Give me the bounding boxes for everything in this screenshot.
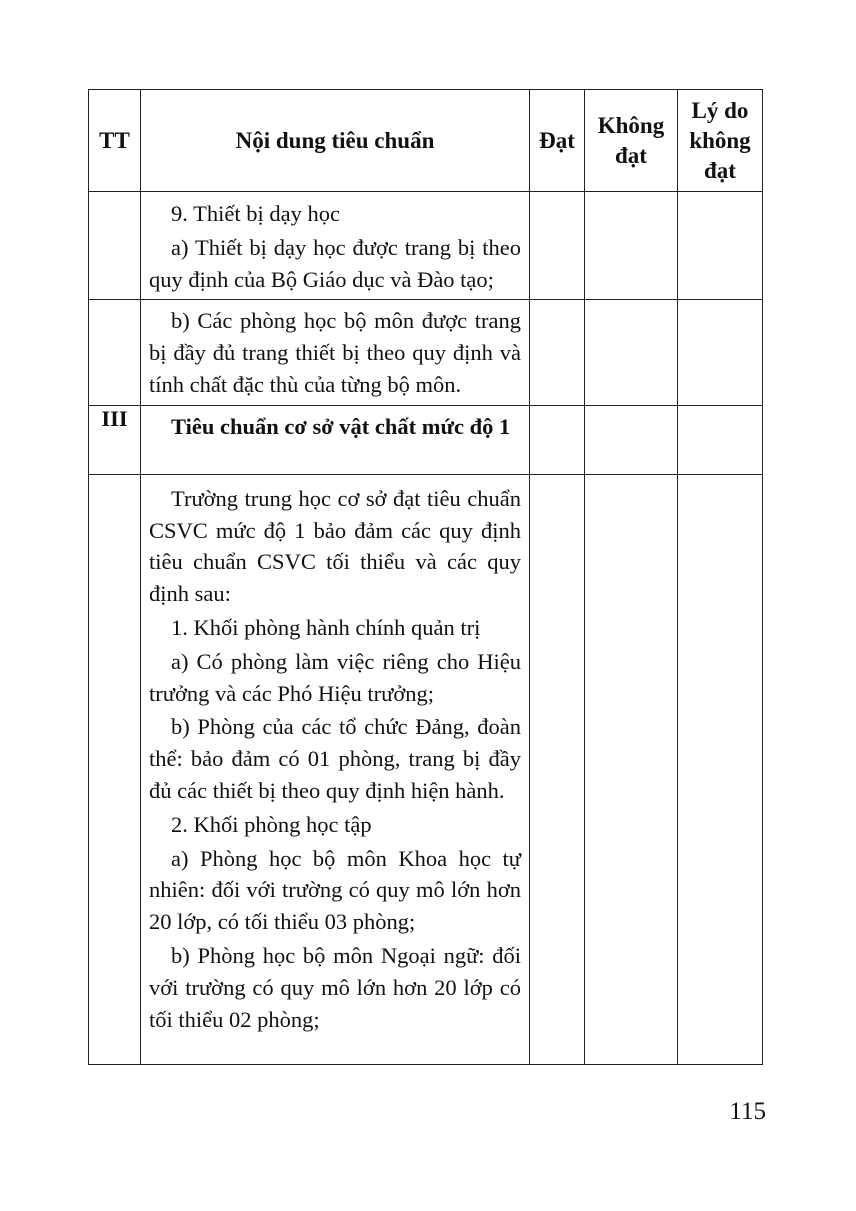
header-tt: TT <box>89 90 141 192</box>
pass-cell <box>530 405 585 474</box>
row-tt <box>89 474 141 1064</box>
paragraph: 1. Khối phòng hành chính quản trị <box>171 614 481 640</box>
row-tt <box>89 300 141 405</box>
header-reason-line1: Lý do <box>691 97 749 123</box>
fail-cell <box>585 192 678 300</box>
paragraph: b) Phòng học bộ môn Ngoại ngữ: đối với trường có quy mô lớn hơn 20 lớp có tối thiểu 02 phòng; <box>149 942 521 1032</box>
header-reason <box>678 90 763 192</box>
reason-cell <box>678 300 763 405</box>
pass-cell <box>530 192 585 300</box>
section-title: Tiêu chuẩn cơ sở vật chất mức độ 1 <box>171 413 511 439</box>
header-reason-line2: không <box>689 127 751 153</box>
paragraph: b) Phòng của các tổ chức Đảng, đoàn thể: bảo đảm có 01 phòng, trang bị đầy đủ các thiết bị theo quy định hiện hành. <box>149 714 521 803</box>
standards-table <box>88 89 763 1065</box>
row-tt <box>89 192 141 300</box>
row-content <box>141 300 530 405</box>
header-row <box>89 90 763 192</box>
header-reason-line3: đạt <box>704 157 736 183</box>
reason-cell <box>678 474 763 1064</box>
section-number: III <box>89 405 141 474</box>
section-title-cell <box>141 405 530 474</box>
paragraph: 2. Khối phòng học tập <box>171 811 372 837</box>
table-row <box>89 192 763 300</box>
header-content: Nội dung tiêu chuẩn <box>141 90 530 192</box>
reason-cell <box>678 405 763 474</box>
paragraph: a) Có phòng làm việc riêng cho Hiệu trưởng và các Phó Hiệu trưởng; <box>149 648 521 706</box>
section-row <box>89 405 763 474</box>
pass-cell <box>530 300 585 405</box>
header-fail <box>585 90 678 192</box>
row-content <box>141 192 530 300</box>
fail-cell <box>585 300 678 405</box>
fail-cell <box>585 405 678 474</box>
paragraph: Trường trung học cơ sở đạt tiêu chuẩn CSVC mức độ 1 bảo đảm các quy định tiêu chuẩn CSVC tối thiểu và các quy định sau: <box>149 485 521 607</box>
paragraph: a) Thiết bị dạy học được trang bị theo quy định của Bộ Giáo dục và Đào tạo; <box>149 234 521 292</box>
pass-cell <box>530 474 585 1064</box>
header-pass: Đạt <box>530 90 585 192</box>
fail-cell <box>585 474 678 1064</box>
header-fail-line2: đạt <box>615 142 647 168</box>
table-row <box>89 300 763 405</box>
reason-cell <box>678 192 763 300</box>
page-number: 115 <box>729 1098 766 1125</box>
row-content <box>141 474 530 1064</box>
header-fail-line1: Không <box>597 112 665 138</box>
paragraph: 9. Thiết bị dạy học <box>171 201 340 226</box>
paragraph: b) Các phòng học bộ môn được trang bị đầy đủ trang thiết bị theo quy định và tính chất đặc thù của từng bộ môn. <box>149 308 521 397</box>
paragraph: a) Phòng học bộ môn Khoa học tự nhiên: đối với trường có quy mô lớn hơn 20 lớp, có tối thiểu 03 phòng; <box>149 845 521 935</box>
table-row <box>89 474 763 1064</box>
